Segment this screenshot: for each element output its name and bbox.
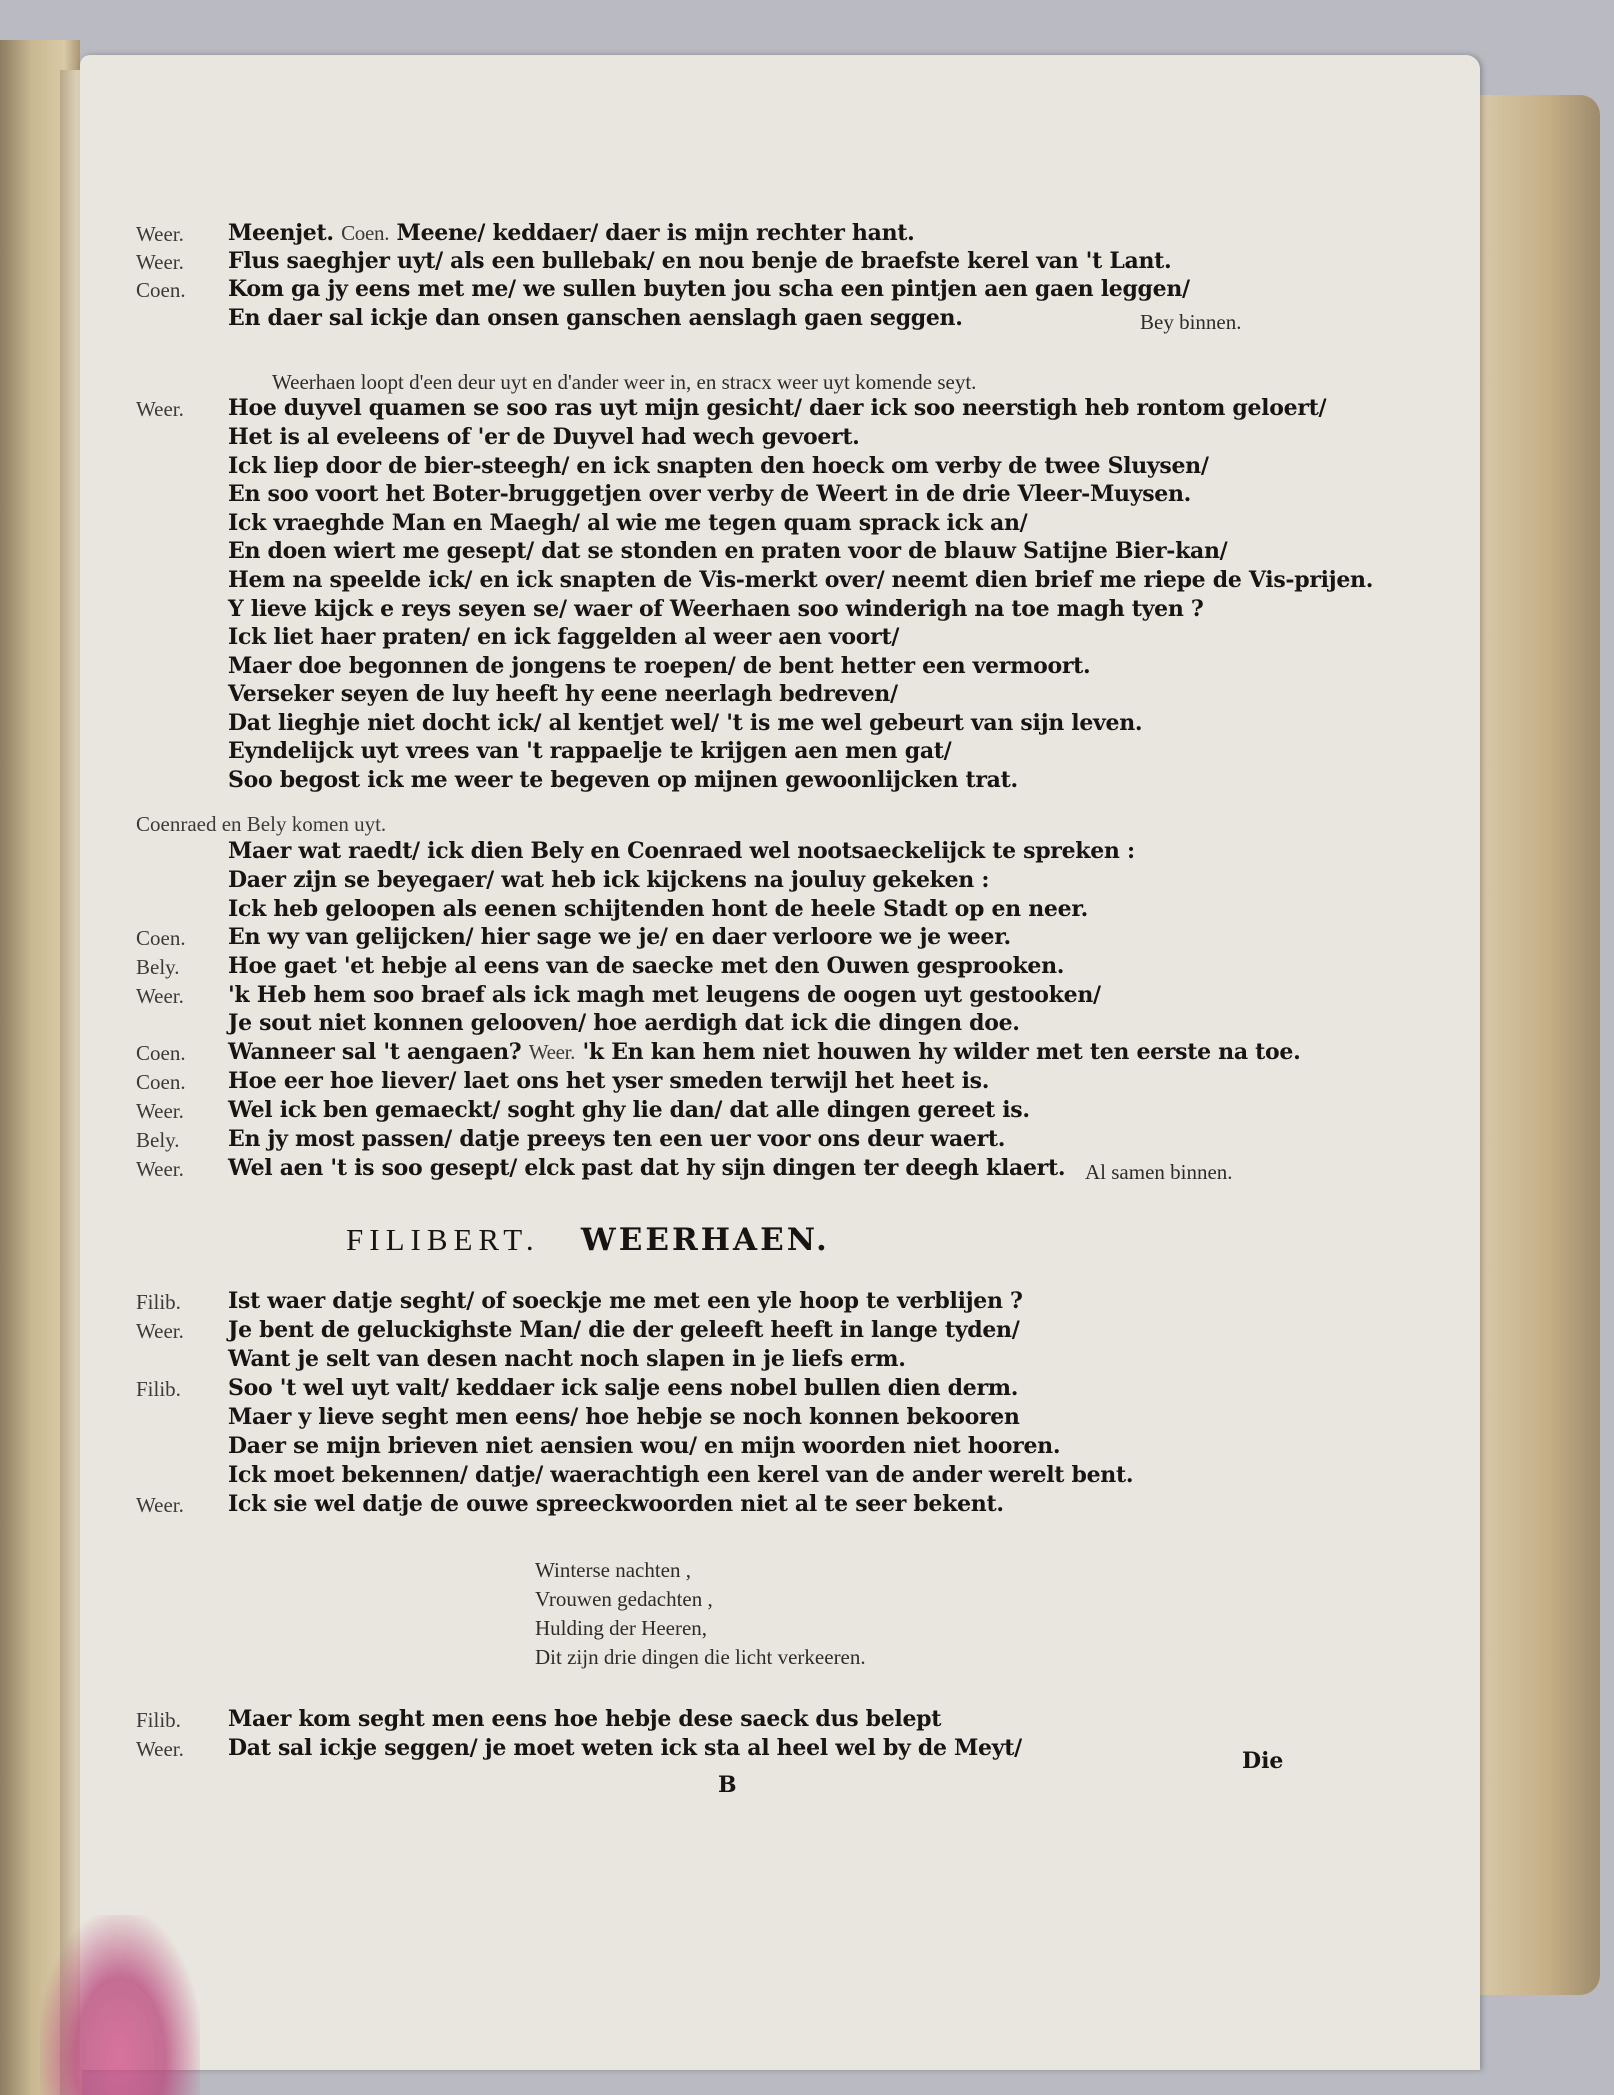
stage-note: Bey binnen. xyxy=(1140,310,1242,334)
verse-line: Het is al eveleens of 'er de Duyvel had wech gevoert. xyxy=(228,424,860,450)
speaker-label: Filib. xyxy=(136,1708,181,1732)
verse-line: Ick liep door de bier-steegh/ en ick snapten den hoeck om verby de twee Sluysen/ xyxy=(228,453,1209,479)
entrance-direction: Coenraed en Bely komen uyt. xyxy=(136,812,387,836)
speaker-label: Coen. xyxy=(136,278,186,302)
verse-line: Dat sal ickje seggen/ je moet weten ick sta al heel wel by de Meyt/ xyxy=(228,1735,1022,1761)
verse-line: Wel aen 't is soo gesept/ elck past dat hy sijn dingen ter deegh klaert. xyxy=(228,1155,1066,1181)
verse-line: Ick heb geloopen als eenen schijtenden hont de heele Stadt op en neer. xyxy=(228,896,1088,922)
verse-line: Ist waer datje seght/ of soeckje me met een yle hoop te verblijen ? xyxy=(228,1288,1023,1314)
verse-line: Maer y lieve seght men eens/ hoe hebje se noch konnen bekooren xyxy=(228,1404,1020,1430)
speaker-label: Coen. xyxy=(136,926,186,950)
scene-heading-name-1: FILIBERT. xyxy=(346,1222,540,1257)
verse-line: Maer wat raedt/ ick dien Bely en Coenraed wel nootsaeckelijck te spreken : xyxy=(228,838,1135,864)
verse-line: Je bent de geluckighste Man/ die der geleeft heeft in lange tyden/ xyxy=(228,1317,1020,1343)
catchword: Die xyxy=(1242,1748,1284,1774)
verse-line: Verseker seyen de luy heeft hy eene neerlagh bedreven/ xyxy=(228,681,898,707)
verse-line: Je sout niet konnen gelooven/ hoe aerdigh dat ick die dingen doe. xyxy=(228,1010,1020,1036)
speaker-label: Weer. xyxy=(136,1099,184,1123)
speaker-label: Weer. xyxy=(136,397,184,421)
proverb-line: Winterse nachten , xyxy=(535,1558,692,1582)
speaker-label: Weer. xyxy=(136,1157,184,1181)
verse-line: Meenjet. Coen. Meene/ keddaer/ daer is mijn rechter hant. xyxy=(228,220,915,246)
verse-line: En daer sal ickje dan onsen ganschen aenslagh gaen seggen. xyxy=(228,305,963,331)
scene-heading-name-2: WEERHAEN. xyxy=(580,1222,830,1258)
verse-line: Kom ga jy eens met me/ we sullen buyten jou scha een pintjen aen gaen leggen/ xyxy=(228,276,1190,302)
verse-line: Maer doe begonnen de jongens te roepen/ de bent hetter een vermoort. xyxy=(228,653,1091,679)
verse-line: Wel ick ben gemaeckt/ soght ghy lie dan/ dat alle dingen gereet is. xyxy=(228,1097,1030,1123)
verse-line: En doen wiert me gesept/ dat se stonden en praten voor de blauw Satijne Bier-kan/ xyxy=(228,538,1228,564)
verse-line: Dat lieghje niet docht ick/ al kentjet wel/ 't is me wel gebeurt van sijn leven. xyxy=(228,710,1143,736)
speaker-label: Bely. xyxy=(136,1128,180,1152)
verse-line: Ick moet bekennen/ datje/ waerachtigh een kerel van de ander werelt bent. xyxy=(228,1462,1134,1488)
speaker-label: Weer. xyxy=(136,250,184,274)
speaker-label: Coen. xyxy=(136,1041,186,1065)
speaker-label: Coen. xyxy=(136,1070,186,1094)
verse-line: Soo 't wel uyt valt/ keddaer ick salje eens nobel bullen dien derm. xyxy=(228,1375,1019,1401)
speaker-label: Bely. xyxy=(136,955,180,979)
verse-line: Ick sie wel datje de ouwe spreeckwoorden niet al te seer bekent. xyxy=(228,1491,1004,1517)
verse-line: Hoe duyvel quamen se soo ras uyt mijn gesicht/ daer ick soo neerstigh heb rontom geloert/ xyxy=(228,395,1327,421)
speaker-label: Weer. xyxy=(136,1319,184,1343)
verse-line: Daer zijn se beyegaer/ wat heb ick kijckens na jouluy gekeken : xyxy=(228,867,990,893)
stage-note: Al samen binnen. xyxy=(1085,1160,1233,1184)
verse-line: Hem na speelde ick/ en ick snapten de Vis-merkt over/ neemt dien brief me riepe de Vis-prijen. xyxy=(228,567,1374,593)
speaker-label: Weer. xyxy=(136,1737,184,1761)
verse-line: Soo begost ick me weer te begeven op mijnen gewoonlijcken trat. xyxy=(228,767,1018,793)
speaker-label: Filib. xyxy=(136,1377,181,1401)
verse-line: Y lieve kijck e reys seyen se/ waer of Weerhaen soo winderigh na toe magh tyen ? xyxy=(228,596,1204,622)
verse-line: Hoe eer hoe liever/ laet ons het yser smeden terwijl het heet is. xyxy=(228,1068,990,1094)
inline-speaker: Coen. xyxy=(341,221,390,245)
verse-line: En jy most passen/ datje preeys ten een uer voor ons deur waert. xyxy=(228,1126,1006,1152)
speaker-label: Weer. xyxy=(136,984,184,1008)
verse-line: 'k Heb hem soo braef als ick magh met leugens de oogen uyt gestooken/ xyxy=(228,982,1101,1008)
verse-line: Wanneer sal 't aengaen? Weer. 'k En kan hem niet houwen hy wilder met ten eerste na toe. xyxy=(228,1039,1301,1065)
verse-line: Daer se mijn brieven niet aensien wou/ en mijn woorden niet hooren. xyxy=(228,1433,1061,1459)
proverb-line: Hulding der Heeren, xyxy=(535,1616,708,1640)
stage-direction: Weerhaen loopt d'een deur uyt en d'ander weer in, en stracx weer uyt komende seyt. xyxy=(272,370,977,394)
speaker-label: Weer. xyxy=(136,1493,184,1517)
verse-line: En wy van gelijcken/ hier sage we je/ en daer verloore we je weer. xyxy=(228,924,1011,950)
proverb-line: Dit zijn drie dingen die licht verkeeren. xyxy=(535,1645,866,1669)
verse-line: Hoe gaet 'et hebje al eens van de saecke met den Ouwen gesprooken. xyxy=(228,953,1065,979)
verse-line: Maer kom seght men eens hoe hebje dese saeck dus belept xyxy=(228,1706,942,1732)
proverb-line: Vrouwen gedachten , xyxy=(535,1587,713,1611)
scene-heading xyxy=(346,1222,830,1258)
verse-line: Ick vraeghde Man en Maegh/ al wie me tegen quam sprack ick an/ xyxy=(228,510,1028,536)
verse-line: En soo voort het Boter-bruggetjen over verby de Weert in de drie Vleer-Muysen. xyxy=(228,481,1192,507)
speaker-label: Weer. xyxy=(136,222,184,246)
speaker-label: Filib. xyxy=(136,1290,181,1314)
verse-line: Eyndelijck uyt vrees van 't rappaelje te krijgen aen men gat/ xyxy=(228,738,952,764)
signature-mark: B xyxy=(718,1772,737,1798)
verse-line: Want je selt van desen nacht noch slapen in je liefs erm. xyxy=(228,1346,906,1372)
inline-speaker: Weer. xyxy=(528,1040,576,1064)
verse-line: Flus saeghjer uyt/ als een bullebak/ en nou benje de braefste kerel van 't Lant. xyxy=(228,248,1172,274)
verse-line: Ick liet haer praten/ en ick faggelden al weer aen voort/ xyxy=(228,624,900,650)
